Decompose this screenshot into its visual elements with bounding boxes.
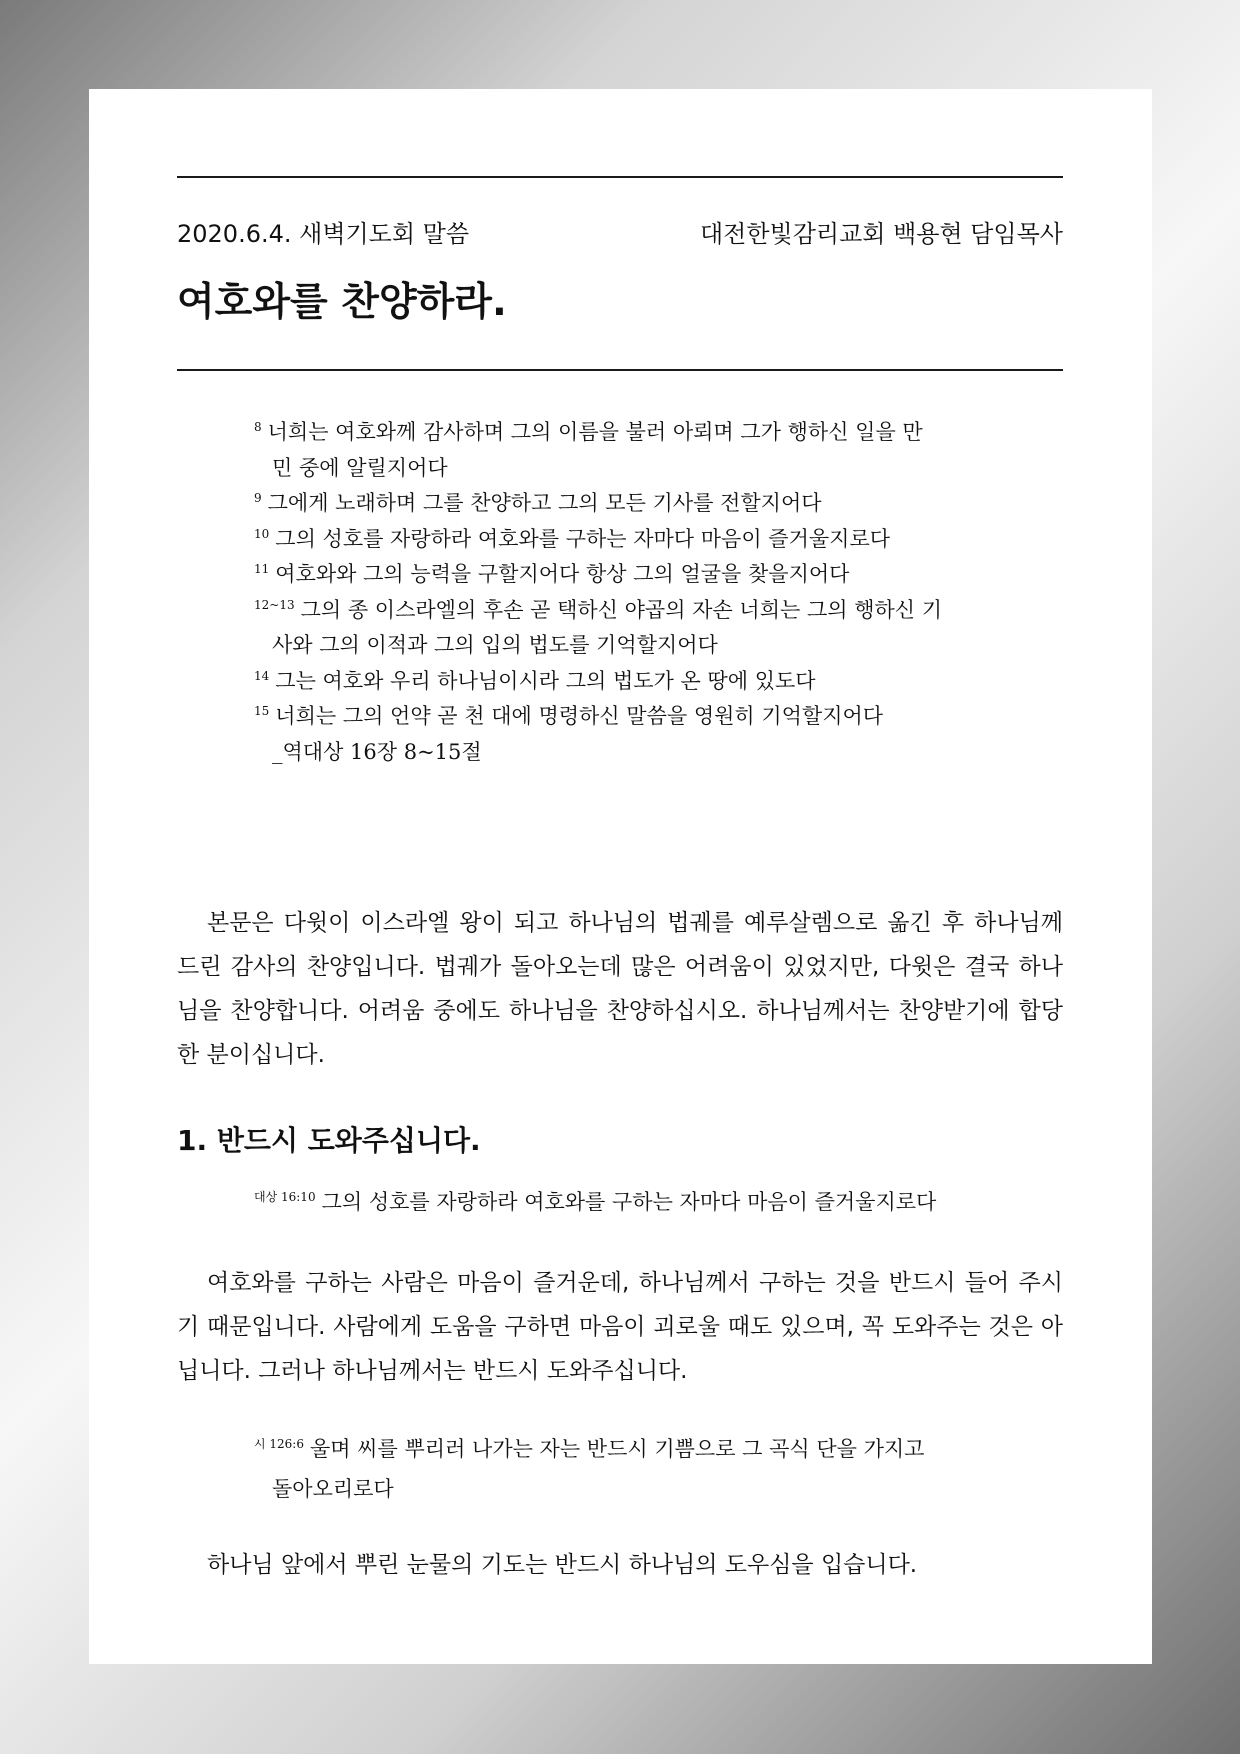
- sermon-title: 여호와를 찬양하라.: [177, 280, 507, 325]
- cited-verse-text: 그의 성호를 자랑하라 여호와를 구하는 자마다 마음이 즐거울지로다: [321, 1190, 937, 1214]
- verse-number: 14: [254, 668, 270, 683]
- intro-paragraph: 본문은 다윗이 이스라엘 왕이 되고 하나님의 법궤를 예루살렘으로 옮긴 후 하나님께 드린 감사의 찬양입니다. 법궤가 돌아오는데 많은 어려움이 있었지만, 다윗은 결국 하나님을 찬양합니다. 어려움 중에도 하나님을 찬양하십시오. 하나님께서는 찬양받기에 합당한 분이십니다.: [177, 910, 1063, 1068]
- verse: [254, 486, 994, 522]
- verse-text: 여호와와 그의 능력을 구할지어다 항상 그의 얼굴을 찾을지어다: [275, 562, 850, 586]
- verse-number: 11: [254, 562, 270, 576]
- cited-verse-ref: 시 126:6: [254, 1437, 304, 1451]
- verse-text: 그의 성호를 자랑하라 여호와를 구하는 자마다 마음이 즐거울지로다: [275, 526, 891, 551]
- sermon-page: [89, 89, 1152, 1664]
- scripture-passage: [254, 415, 994, 770]
- top-divider: [177, 176, 1063, 178]
- verse-text: 사와 그의 이적과 그의 입의 법도를 기억할지어다: [272, 633, 718, 657]
- section-paragraph: 여호와를 구하는 사람은 마음이 즐거운데, 하나님께서 구하는 것을 반드시 들어 주시기 때문입니다. 사람에게 도움을 구하면 마음이 괴로울 때도 있으며, 꼭 도와주는 것은 아닙니다. 그러나 하나님께서는 반드시 도와주십니다.: [177, 1270, 1063, 1384]
- scripture-reference: _역대상 16장 8~15절: [272, 739, 482, 764]
- verse: [254, 699, 994, 735]
- verse: [254, 415, 994, 486]
- verse-number: 8: [254, 420, 262, 434]
- service-date-label: 2020.6.4. 새벽기도회 말씀: [177, 220, 470, 248]
- cited-verse-ref: 대상 16:10: [254, 1190, 316, 1204]
- verse-text: 그에게 노래하며 그를 찬양하고 그의 모든 기사를 전할지어다: [267, 491, 822, 515]
- closing-paragraph: 하나님 앞에서 뿌린 눈물의 기도는 반드시 하나님의 도우심을 입습니다.: [207, 1552, 918, 1578]
- cited-verse: [254, 1429, 994, 1509]
- verse-number: 10: [254, 526, 270, 541]
- church-pastor-label: 대전한빛감리교회 백용현 담임목사: [699, 220, 1063, 248]
- title-divider: [177, 369, 1063, 371]
- section-heading: 1. 반드시 도와주십니다.: [177, 1124, 481, 1157]
- verse-text: 그는 여호와 우리 하나님이시라 그의 법도가 온 땅에 있도다: [275, 668, 816, 693]
- verse-number: 9: [254, 491, 262, 505]
- cited-verse-text: 울며 씨를 뿌리러 나가는 자는 반드시 기쁨으로 그 곡식 단을 가지고: [310, 1437, 925, 1461]
- verse-text: 그의 종 이스라엘의 후손 곧 택하신 야곱의 자손 너희는 그의 행하신 기: [300, 597, 943, 622]
- cited-verse-text: 돌아오리로다: [272, 1477, 394, 1501]
- verse-text: 너희는 그의 언약 곧 천 대에 명령하신 말씀을 영원히 기억할지어다: [275, 704, 884, 728]
- verse: [254, 593, 994, 664]
- cited-verse: [254, 1182, 994, 1222]
- verse-number: 12~13: [254, 597, 295, 612]
- verse-number: 15: [254, 704, 270, 718]
- verse-text: 너희는 여호와께 감사하며 그의 이름을 불러 아뢰며 그가 행하신 일을 만: [267, 420, 923, 444]
- verse: [254, 664, 994, 700]
- verse-text: 민 중에 알릴지어다: [272, 455, 448, 480]
- verse: [254, 557, 994, 593]
- verse: [254, 522, 994, 558]
